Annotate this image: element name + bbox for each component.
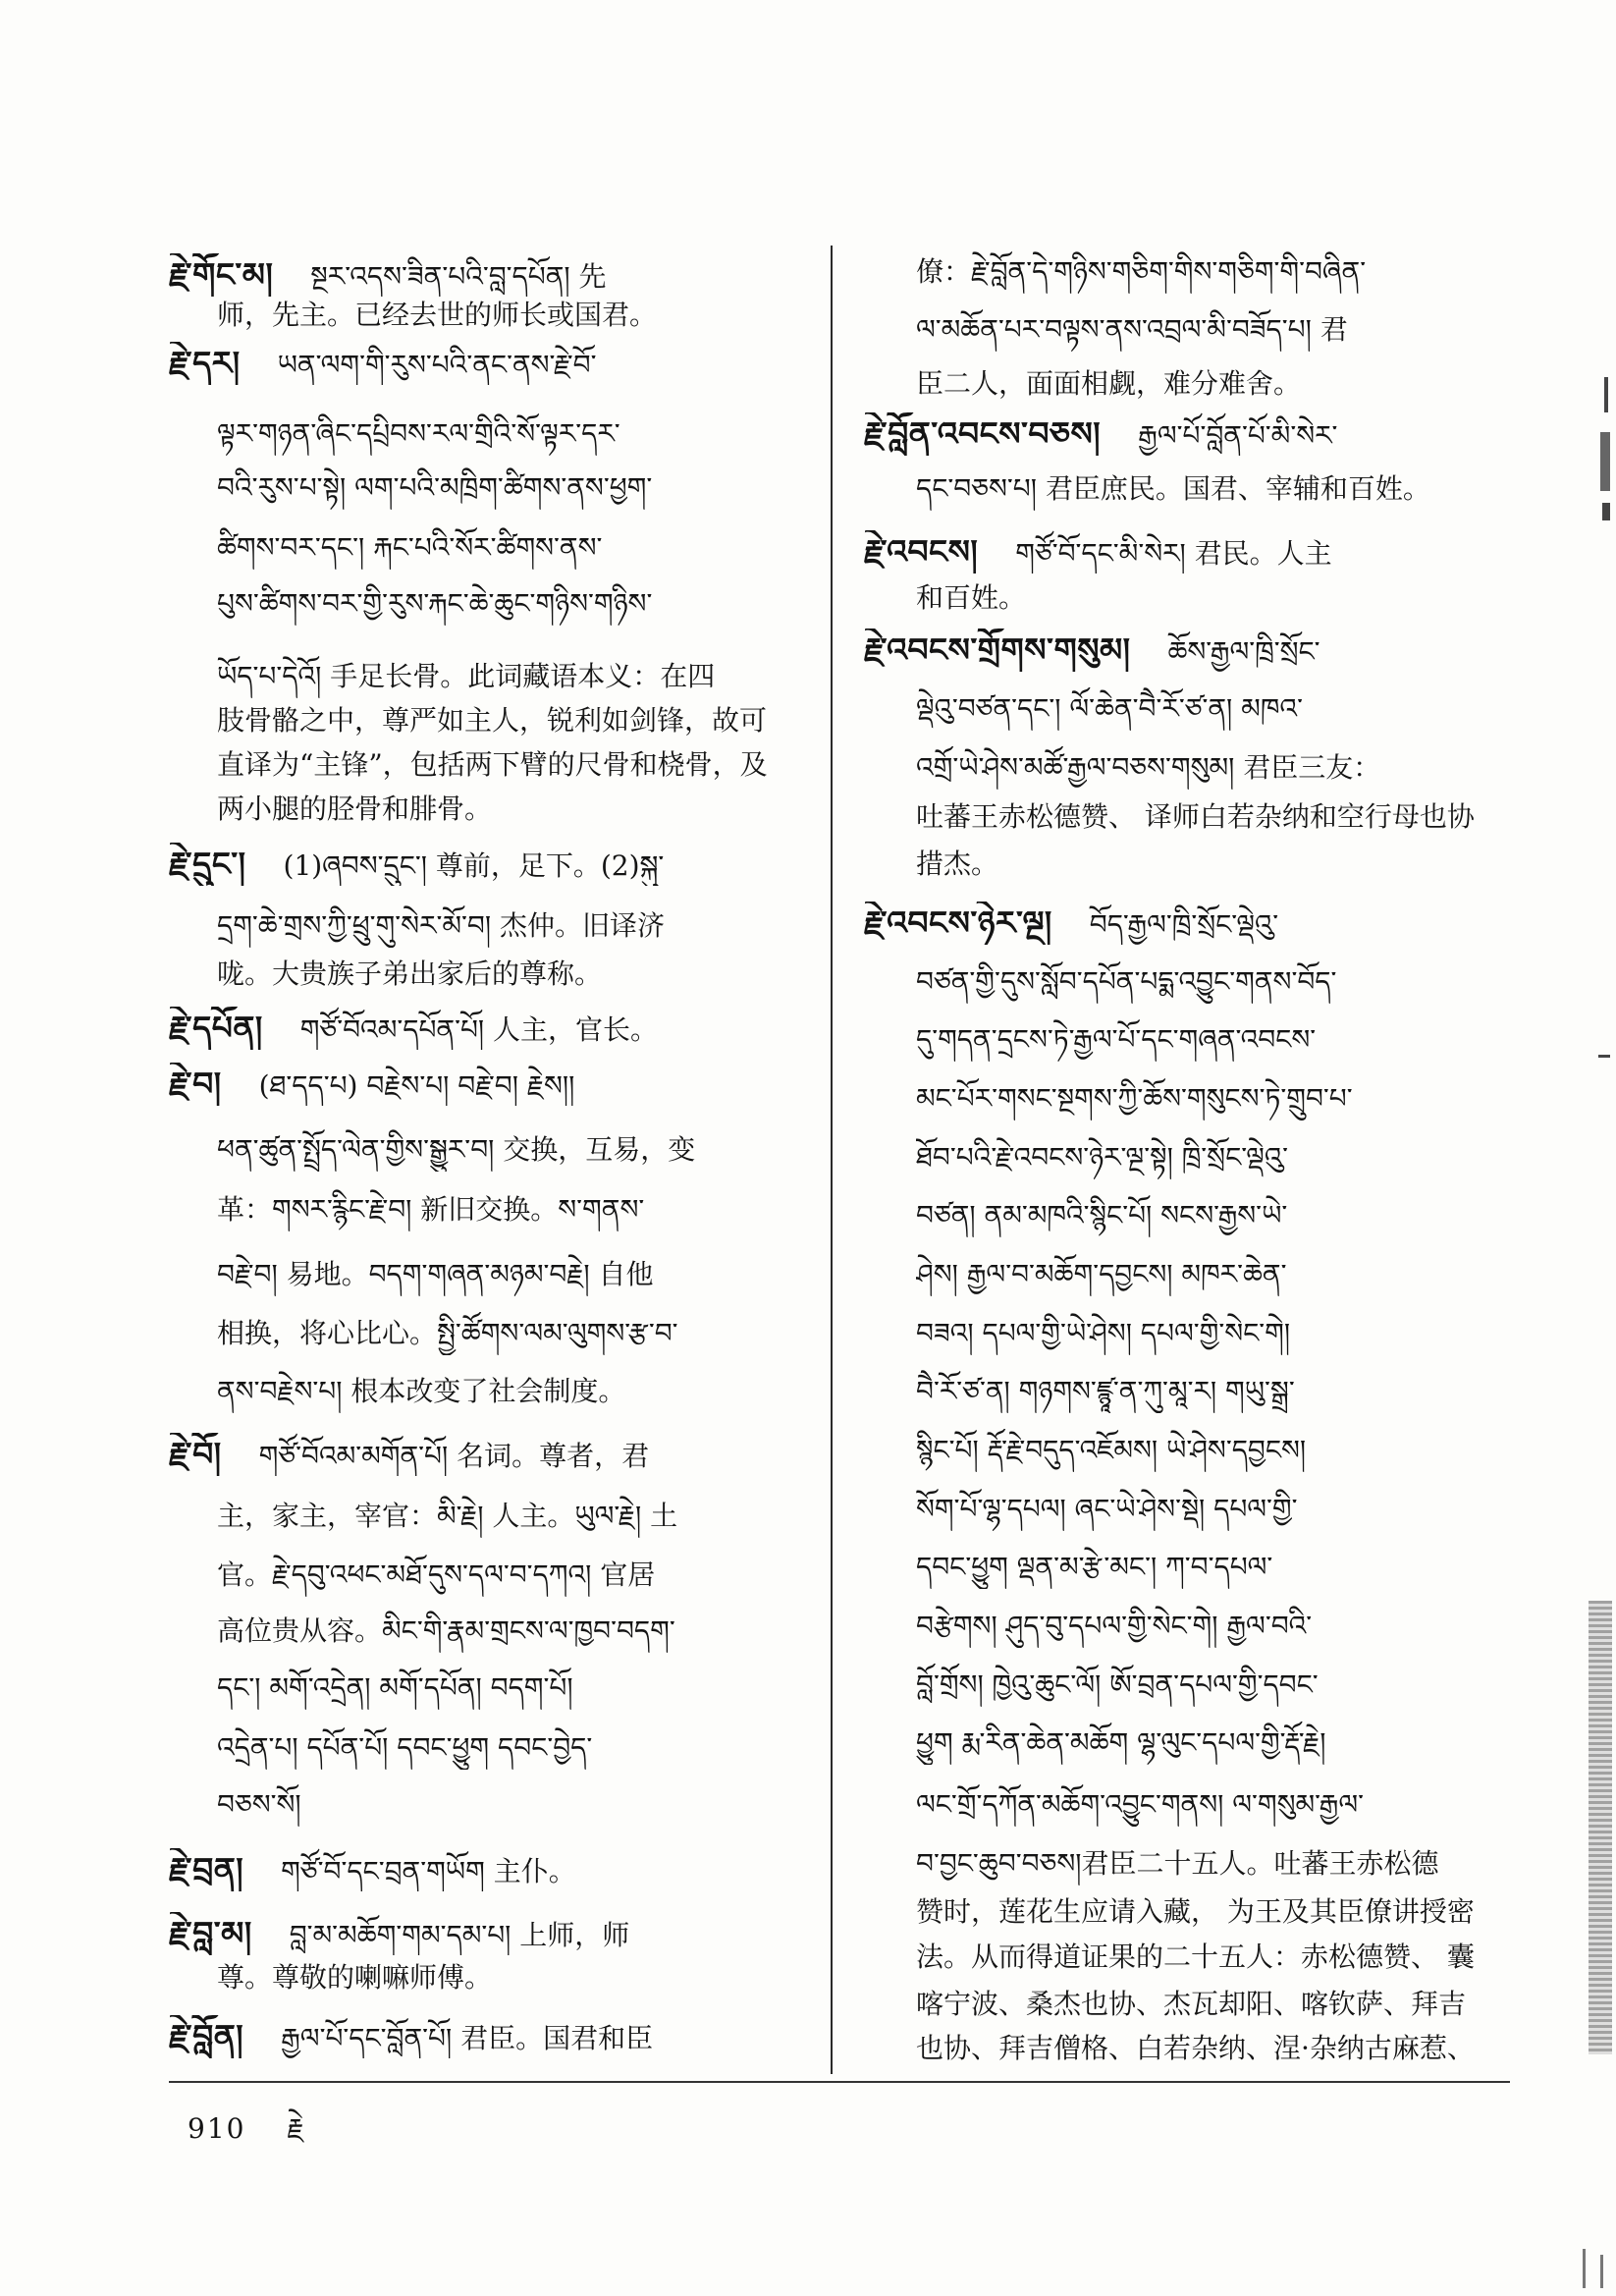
entry-line: ལང་གྲོ་དཀོན་མཆོག་འབྱུང་གནས། ལ་གསུམ་རྒྱལ་ (916, 1788, 1365, 1821)
entry-line: ཤེས། རྒྱལ་བ་མཆོག་དབྱངས། མཁར་ཆེན་ (916, 1258, 1287, 1290)
definition-text: བླ་མ་མཆོག་གམ་དམ་པ། 上师，师 (289, 1919, 630, 1951)
headword: རྗེ་བ། (169, 1065, 222, 1103)
entry-line: 咙。大贵族子弟出家后的尊称。 (217, 957, 603, 990)
page-footer (188, 2107, 304, 2151)
definition-text: གཙོ་བོ་དང་བྲན་གཡོག 主仆。 (281, 1855, 576, 1887)
scan-edge-strip (1589, 1601, 1612, 2054)
headword: རྗེ་བྲན། (169, 1850, 244, 1888)
entry-line: ཐོབ་པའི་རྗེ་འབངས་ཉེར་ལྔ་སྟེ། ཁྲི་སྲོང་ལྡེའུ་ (916, 1141, 1289, 1174)
scan-edge-mark (1600, 432, 1610, 491)
entry-line: 革：གསར་རྙིང་རྗེ་བ། 新旧交换。ས་གནས་ (217, 1193, 645, 1226)
entry-line (864, 629, 1512, 672)
entry-line: བ་བྱང་ཆུབ་བཅས།君臣二十五人。吐蕃王赤松德 (916, 1847, 1439, 1880)
entry-line: 官。རྗེ་དབུ་འཕང་མཐོ་དུས་དལ་བ་དཀའ། 官居 (217, 1558, 656, 1591)
entry-line (169, 1007, 797, 1050)
entry-line: ནས་བརྗེས་པ། 根本改变了社会制度。 (217, 1375, 626, 1407)
entry-line: བའི་རུས་པ་སྟེ། ལག་པའི་མཁྲིག་ཚིགས་ནས་ཕྱག་ (217, 471, 653, 504)
entry-line (864, 530, 1512, 574)
page-number: 910 (188, 2112, 246, 2145)
headword: རྗེ་འབངས་ཉེར་ལྔ། (864, 903, 1052, 942)
entry-line: 直译为“主锋”，包括两下臂的尺骨和桡骨，及 (217, 748, 768, 781)
entry-line: 僚：རྗེ་བློན་དེ་གཉིས་གཅིག་གིས་གཅིག་གི་བཞིན་ (916, 255, 1367, 288)
entry-line (169, 1063, 797, 1106)
entry-line: དང་བཅས་པ། 君臣庶民。国君、宰辅和百姓。 (916, 472, 1430, 505)
definition-text: གཙོ་བོའམ་དཔོན་པོ། 人主，官长。 (299, 1013, 659, 1046)
entry-line: 措杰。 (916, 847, 999, 880)
entry-line: 肢骨骼之中，尊严如主人，锐利如剑锋，故可 (217, 704, 768, 737)
entry-line: བཙན་གྱི་དུས་སློབ་དཔོན་པདྨ་འབྱུང་གནས་བོད་ (916, 965, 1337, 998)
definition-text: བོད་རྒྱལ་ཁྲི་སྲོང་ལྡེའུ་ (1089, 908, 1279, 941)
footer-rule (169, 2081, 1510, 2083)
definition-text: གཙོ་བོའམ་མགོན་པོ། 名词。尊者，君 (258, 1440, 650, 1472)
entry-line: ཡོད་པ་དེའོ། 手足长骨。此词藏语本义：在四 (217, 660, 716, 692)
entry-line: 尊。尊敬的喇嘛师傅。 (217, 1961, 493, 1994)
definition-text: ཆོས་རྒྱལ་ཁྲི་སྲོང་ (1167, 635, 1320, 668)
headword: རྗེ་འབངས་གྲོགས་གསུམ། (864, 630, 1131, 669)
scan-edge-mark (1598, 1055, 1610, 1058)
entry-line: 法。从而得道证果的二十五人：赤松德赞、 囊 (916, 1941, 1475, 1973)
definition-text: ཡན་ལག་གི་རུས་པའི་ནང་ནས་རྗེ་བོ་ (277, 349, 597, 381)
entry-line (169, 1848, 797, 1891)
headword: རྗེ་གོང་མ། (169, 255, 274, 294)
entry-line: བློ་གྲོས། ཁྱེའུ་ཆུང་ལོ། ཨོ་བྲན་དཔལ་གྱི་དབང་ (916, 1668, 1319, 1701)
entry-line: 和百姓。 (916, 581, 1027, 614)
entry-line: 也协、拜吉僧格、白若杂纳、涅·杂纳古麻惹、 (916, 2032, 1475, 2064)
entry-line: མང་པོར་གསང་སྔགས་ཀྱི་ཆོས་གསུངས་ཏེ་གྲུབ་པ་ (916, 1082, 1353, 1115)
entry-line: བརྗེ་བ། 易地。བདག་གཞན་མཉམ་བརྗེ། 自他 (217, 1258, 654, 1290)
entry-line: 师，先主。已经去世的师长或国君。 (217, 299, 658, 331)
scan-edge-mark (1600, 2255, 1603, 2288)
entry-line: 吐蕃王赤松德赞、 译师白若杂纳和空行母也协 (916, 800, 1475, 833)
entry-line: འདྲེན་པ། དཔོན་པོ། དབང་ཕྱུག དབང་བྱེད་ (217, 1731, 593, 1764)
entry-line: 两小腿的胫骨和腓骨。 (217, 793, 493, 825)
entry-line (169, 1433, 797, 1476)
entry-line (169, 1912, 797, 1955)
entry-line (169, 2015, 797, 2058)
entry-line: 高位贵从容。མིང་གི་རྣམ་གྲངས་ལ་ཁྱབ་བདག་ (217, 1614, 675, 1647)
entry-line: སོག་པོ་ལྷ་དཔལ། ཞང་ཡེ་ཤེས་སྡེ། དཔལ་གྱི་ (916, 1493, 1298, 1525)
entry-line (169, 342, 797, 385)
scan-edge-mark (1604, 377, 1608, 412)
headword: རྗེ་བླ་མ། (169, 1914, 252, 1952)
headword: རྗེ་བོ། (169, 1435, 222, 1473)
entry-line: བཻ་རོ་ཙ་ན། གཉགས་ཛྙཱ་ན་ཀུ་མཱ་ར། གཡུ་སྒྲ་ (916, 1375, 1295, 1407)
entry-line: བཅས་སོ། (217, 1788, 301, 1821)
definition-text: རྒྱལ་པོ་བློན་པོ་མི་སེར་ (1138, 419, 1338, 452)
entry-line (169, 843, 797, 886)
entry-line: སྙིང་པོ། རྡོ་རྗེ་བདུད་འཇོམས། ཡེ་ཤེས་དབྱངས། (916, 1434, 1307, 1466)
headword: རྗེ་དྲུང་། (169, 845, 246, 883)
entry-line: 臣二人，面面相觑，难分难舍。 (916, 367, 1302, 400)
headword: རྗེ་དཔོན། (169, 1009, 263, 1047)
definition-text: (1)ཞབས་དྲུང་། 尊前，足下。(2)སྐུ་ (283, 849, 665, 882)
scan-edge-mark (1602, 503, 1610, 520)
definition-text: རྒྱལ་པོ་དང་བློན་པོ། 君臣。国君和臣 (281, 2022, 654, 2054)
entry-line: པུས་ཚིགས་བར་གྱི་རུས་རྐང་ཆེ་ཆུང་གཉིས་གཉིས་ (217, 587, 653, 620)
definition-text: གཙོ་བོ་དང་མི་སེར། 君民。人主 (1015, 537, 1332, 570)
entry-line: 相换，将心比心。སྤྱི་ཚོགས་ལམ་ལུགས་རྩ་བ་ (217, 1317, 678, 1349)
entry-line: འགྲོ་ཡེ་ཤེས་མཚོ་རྒྱལ་བཅས་གསུམ། 君臣三友： (916, 751, 1381, 784)
entry-line: ལྡེའུ་བཙན་དང་། ལོ་ཆེན་བཻ་རོ་ཙ་ན། མཁའ་ (916, 692, 1303, 725)
entry-line: ཕན་ཚུན་སྤྲོད་ལེན་གྱིས་སྒྱུར་བ། 交换，互易，变 (217, 1133, 696, 1166)
entry-line: དུ་གདན་དྲངས་ཏེ་རྒྱལ་པོ་དང་གཞན་འབངས་ (916, 1023, 1317, 1056)
definition-text: སྔར་འདས་ཟིན་པའི་བླ་དཔོན། 先 (310, 260, 607, 293)
entry-line: ཕྱུག རྨ་རིན་ཆེན་མཆོག ལྷ་ལུང་དཔལ་གྱི་རྡོ་རྗེ། (916, 1726, 1326, 1759)
running-head: རྗེ (287, 2112, 304, 2145)
headword: རྗེ་བློན་འབངས་བཅས། (864, 414, 1102, 453)
entry-line (864, 902, 1512, 945)
headword: རྗེ་དར། (169, 344, 241, 382)
headword: རྗེ་འབངས། (864, 532, 979, 571)
entry-line: ལ་མཆོན་པར་བལྟས་ནས་འབྲལ་མི་བཟོད་པ། 君 (916, 313, 1348, 346)
entry-line: ཚིགས་བར་དང་། རྐང་པའི་སོར་ཚིགས་ནས་ (217, 531, 603, 564)
entry-line: བརྩེགས། ཤུད་བུ་དཔལ་གྱི་སེང་གེ། རྒྱལ་བའི་ (916, 1610, 1313, 1642)
entry-line: བཟའ། དཔལ་གྱི་ཡེ་ཤེས། དཔལ་གྱི་སེང་གེ། (916, 1317, 1291, 1349)
scan-edge-mark (1583, 2249, 1586, 2288)
headword: རྗེ་བློན། (169, 2017, 244, 2055)
entry-line: 主，家主，宰官：མི་རྗེ། 人主。ཡུལ་རྗེ། 土 (217, 1500, 678, 1532)
entry-line (169, 253, 797, 297)
entry-line: 喀宁波、桑杰也协、杰瓦却阳、喀钦萨、拜吉 (916, 1988, 1467, 2020)
entry-line: ལྟར་གཉན་ཞིང་དཔྲིབས་རལ་གྲིའི་སོ་ལྟར་དར་ (217, 417, 620, 450)
entry-line: 赞时，莲花生应请入藏， 为王及其臣僚讲授密 (916, 1895, 1475, 1928)
entry-line: དབང་ཕྱུག ལྡན་མ་རྩེ་མང་། ཀ་བ་དཔལ་ (916, 1551, 1273, 1583)
entry-line: དང་། མགོ་འདྲེན། མགོ་དཔོན། བདག་པོ། (217, 1671, 573, 1704)
definition-text: (ཐ་དད་པ) བརྗེས་པ། བརྗེ་བ། རྗེས།། (258, 1069, 575, 1102)
entry-line: བཙན། ནམ་མཁའི་སྙིང་པོ། སངས་རྒྱས་ཡེ་ (916, 1199, 1288, 1231)
entry-line: དྲག་ཆེ་གྲས་ཀྱི་ཕྲུ་གུ་སེར་མོ་བ། 杰仲。旧译济 (217, 909, 665, 942)
entry-line (864, 412, 1512, 456)
column-divider (831, 246, 833, 2074)
